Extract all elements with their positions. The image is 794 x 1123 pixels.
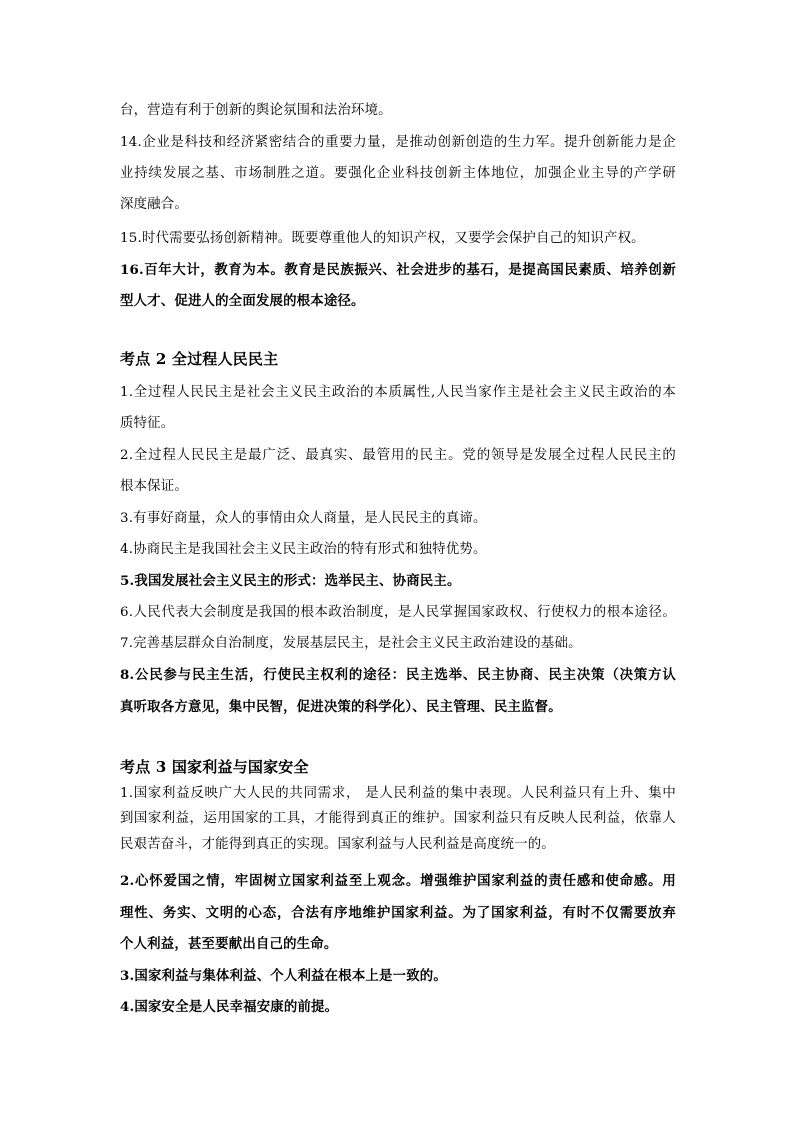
text-line: 1.国家利益反映广大人民的共同需求， 是人民利益的集中表现。人民利益只有上升、集中 [120,786,676,801]
text-line: 4.协商民主是我国社会主义民主政治的特有形式和独特优势。 [120,542,487,557]
text-line: 6.人民代表大会制度是我国的根本政治制度，是人民掌握国家政权、行使权力的根本途径。 [120,605,676,620]
text-line: 深度融合。 [120,197,188,212]
text-line: 4.国家安全是人民幸福安康的前提。 [120,999,339,1015]
text-line: 15.时代需要弘扬创新精神。既要尊重他人的知识产权，又要学会保护自己的知识产权。 [120,231,645,246]
text-line: 16.百年大计，教育为本。教育是民族振兴、社会进步的基石，是提高国民素质、培养创新 [120,262,676,278]
text-line: 7.完善基层群众自治制度，发展基层民主，是社会主义民主政治建设的基础。 [120,636,582,651]
section-heading: 考点 3 国家利益与国家安全 [120,758,309,776]
text-line: 2.全过程人民民主是最广泛、最真实、最管用的民主。党的领导是发展全过程人民民主的 [120,448,676,463]
text-line: 到国家利益，运用国家的工具，才能得到真正的维护。国家利益只有反映人民利益，依靠人 [120,811,676,826]
text-line: 3.国家利益与集体利益、个人利益在根本上是一致的。 [120,968,447,984]
text-line: 2.心怀爱国之情，牢固树立国家利益至上观念。增强维护国家利益的责任感和使命感。用 [120,873,676,889]
text-line: 民艰苦奋斗，才能得到真正的实现。国家利益与人民利益是高度统一的。 [120,837,555,852]
section-heading: 考点 2 全过程人民民主 [120,350,279,368]
text-line: 台，营造有利于创新的舆论氛围和法治环境。 [120,103,392,118]
text-line: 理性、务实、文明的心态，合法有序地维护国家利益。为了国家利益，有时不仅需要放弃 [120,905,676,921]
text-line: 3.有事好商量，众人的事情由众人商量，是人民民主的真谛。 [120,511,487,526]
text-line: 真听取各方意见，集中民智，促进决策的科学化）、民主管理、民主监督。 [120,699,562,715]
text-line: 业持续发展之基、市场制胜之道。要强化企业科技创新主体地位，加强企业主导的产学研 [120,166,676,181]
text-line: 型人才、促进人的全面发展的根本途径。 [120,293,365,309]
text-line: 14.企业是科技和经济紧密结合的重要力量，是推动创新创造的生力军。提升创新能力是企 [120,135,676,150]
text-line: 5.我国发展社会主义民主的形式：选举民主、协商民主。 [120,573,461,589]
text-line: 1.全过程人民民主是社会主义民主政治的本质属性,人民当家作主是社会主义民主政治的本 [120,385,676,400]
text-line: 个人利益，甚至要献出自己的生命。 [120,936,338,952]
text-line: 质特征。 [120,416,175,431]
text-line: 8.公民参与民主生活，行使民主权利的途径：民主选举、民主协商、民主决策（决策方认 [120,667,676,683]
text-line: 根本保证。 [120,479,188,494]
